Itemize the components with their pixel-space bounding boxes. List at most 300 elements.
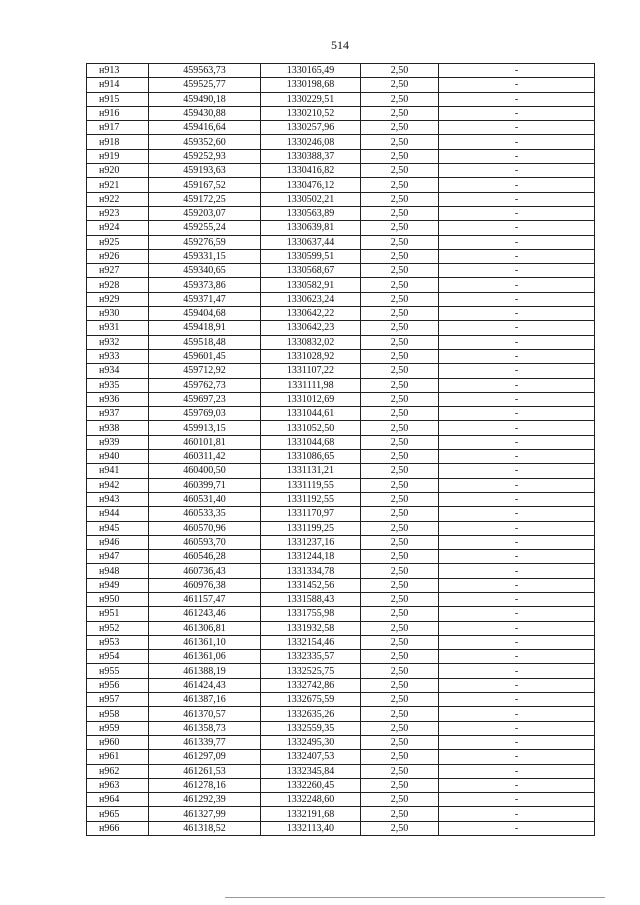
table-row — [87, 78, 595, 92]
note-cell: - — [439, 249, 595, 263]
x-coordinate-cell: 459340,65 — [149, 264, 261, 278]
note-cell: - — [439, 435, 595, 449]
table-row — [87, 592, 595, 606]
table-row — [87, 721, 595, 735]
y-coordinate-cell: 1330639,81 — [261, 221, 361, 235]
y-coordinate-cell: 1332260,45 — [261, 778, 361, 792]
x-coordinate-cell: 461261,53 — [149, 764, 261, 778]
table-row — [87, 535, 595, 549]
accuracy-cell: 2,50 — [361, 592, 439, 606]
note-cell: - — [439, 264, 595, 278]
x-coordinate-cell: 460531,40 — [149, 492, 261, 506]
y-coordinate-cell: 1332635,26 — [261, 707, 361, 721]
y-coordinate-cell: 1331588,43 — [261, 592, 361, 606]
x-coordinate-cell: 460593,70 — [149, 535, 261, 549]
x-coordinate-cell: 459371,47 — [149, 292, 261, 306]
point-id-cell: н921 — [87, 178, 149, 192]
point-id-cell: н937 — [87, 407, 149, 421]
accuracy-cell: 2,50 — [361, 778, 439, 792]
point-id-cell: н942 — [87, 478, 149, 492]
page-bottom-rule — [225, 897, 605, 898]
y-coordinate-cell: 1331237,16 — [261, 535, 361, 549]
x-coordinate-cell: 459430,88 — [149, 106, 261, 120]
y-coordinate-cell: 1332407,53 — [261, 750, 361, 764]
point-id-cell: н933 — [87, 349, 149, 363]
accuracy-cell: 2,50 — [361, 793, 439, 807]
x-coordinate-cell: 461358,73 — [149, 721, 261, 735]
point-id-cell: н925 — [87, 235, 149, 249]
accuracy-cell: 2,50 — [361, 707, 439, 721]
point-id-cell: н944 — [87, 507, 149, 521]
x-coordinate-cell: 459490,18 — [149, 92, 261, 106]
accuracy-cell: 2,50 — [361, 121, 439, 135]
y-coordinate-cell: 1331012,69 — [261, 392, 361, 406]
accuracy-cell: 2,50 — [361, 149, 439, 163]
accuracy-cell: 2,50 — [361, 278, 439, 292]
accuracy-cell: 2,50 — [361, 421, 439, 435]
point-id-cell: н956 — [87, 678, 149, 692]
point-id-cell: н949 — [87, 578, 149, 592]
note-cell: - — [439, 578, 595, 592]
y-coordinate-cell: 1332742,86 — [261, 678, 361, 692]
y-coordinate-cell: 1330388,37 — [261, 149, 361, 163]
y-coordinate-cell: 1332495,30 — [261, 735, 361, 749]
table-row — [87, 492, 595, 506]
point-id-cell: н953 — [87, 635, 149, 649]
page-number: 514 — [331, 38, 349, 52]
point-id-cell: н940 — [87, 450, 149, 464]
point-id-cell: н958 — [87, 707, 149, 721]
x-coordinate-cell: 459601,45 — [149, 349, 261, 363]
accuracy-cell: 2,50 — [361, 478, 439, 492]
note-cell: - — [439, 550, 595, 564]
table-body — [87, 64, 595, 836]
accuracy-cell: 2,50 — [361, 650, 439, 664]
y-coordinate-cell: 1330210,52 — [261, 106, 361, 120]
note-cell: - — [439, 421, 595, 435]
table-row — [87, 235, 595, 249]
point-id-cell: н918 — [87, 135, 149, 149]
accuracy-cell: 2,50 — [361, 721, 439, 735]
note-cell: - — [439, 206, 595, 220]
y-coordinate-cell: 1330198,68 — [261, 78, 361, 92]
table-row — [87, 421, 595, 435]
point-id-cell: н924 — [87, 221, 149, 235]
point-id-cell: н923 — [87, 206, 149, 220]
point-id-cell: н915 — [87, 92, 149, 106]
note-cell: - — [439, 235, 595, 249]
x-coordinate-cell: 460400,50 — [149, 464, 261, 478]
point-id-cell: н943 — [87, 492, 149, 506]
x-coordinate-cell: 459712,92 — [149, 364, 261, 378]
table-row — [87, 664, 595, 678]
y-coordinate-cell: 1330416,82 — [261, 164, 361, 178]
y-coordinate-cell: 1332345,84 — [261, 764, 361, 778]
note-cell: - — [439, 121, 595, 135]
y-coordinate-cell: 1330476,12 — [261, 178, 361, 192]
point-id-cell: н960 — [87, 735, 149, 749]
accuracy-cell: 2,50 — [361, 178, 439, 192]
x-coordinate-cell: 459203,07 — [149, 206, 261, 220]
note-cell: - — [439, 321, 595, 335]
y-coordinate-cell: 1330257,96 — [261, 121, 361, 135]
table-row — [87, 735, 595, 749]
table-row — [87, 278, 595, 292]
point-id-cell: н919 — [87, 149, 149, 163]
x-coordinate-cell: 460736,43 — [149, 564, 261, 578]
point-id-cell: н951 — [87, 607, 149, 621]
table-row — [87, 564, 595, 578]
note-cell: - — [439, 821, 595, 835]
y-coordinate-cell: 1331192,55 — [261, 492, 361, 506]
y-coordinate-cell: 1330642,22 — [261, 307, 361, 321]
note-cell: - — [439, 607, 595, 621]
point-id-cell: н920 — [87, 164, 149, 178]
y-coordinate-cell: 1330582,91 — [261, 278, 361, 292]
note-cell: - — [439, 478, 595, 492]
note-cell: - — [439, 135, 595, 149]
accuracy-cell: 2,50 — [361, 378, 439, 392]
note-cell: - — [439, 793, 595, 807]
note-cell: - — [439, 764, 595, 778]
point-id-cell: н962 — [87, 764, 149, 778]
x-coordinate-cell: 461278,16 — [149, 778, 261, 792]
accuracy-cell: 2,50 — [361, 164, 439, 178]
table-row — [87, 578, 595, 592]
y-coordinate-cell: 1332335,57 — [261, 650, 361, 664]
accuracy-cell: 2,50 — [361, 249, 439, 263]
table-row — [87, 478, 595, 492]
point-id-cell: н934 — [87, 364, 149, 378]
accuracy-cell: 2,50 — [361, 321, 439, 335]
point-id-cell: н931 — [87, 321, 149, 335]
x-coordinate-cell: 459913,15 — [149, 421, 261, 435]
x-coordinate-cell: 461306,81 — [149, 621, 261, 635]
x-coordinate-cell: 459563,73 — [149, 64, 261, 78]
y-coordinate-cell: 1331119,55 — [261, 478, 361, 492]
y-coordinate-cell: 1330229,51 — [261, 92, 361, 106]
x-coordinate-cell: 461318,52 — [149, 821, 261, 835]
table-row — [87, 364, 595, 378]
accuracy-cell: 2,50 — [361, 292, 439, 306]
point-id-cell: н941 — [87, 464, 149, 478]
note-cell: - — [439, 464, 595, 478]
y-coordinate-cell: 1332675,59 — [261, 693, 361, 707]
table-row — [87, 249, 595, 263]
y-coordinate-cell: 1330563,89 — [261, 206, 361, 220]
point-id-cell: н965 — [87, 807, 149, 821]
point-id-cell: н945 — [87, 521, 149, 535]
y-coordinate-cell: 1331755,98 — [261, 607, 361, 621]
accuracy-cell: 2,50 — [361, 407, 439, 421]
x-coordinate-cell: 460546,28 — [149, 550, 261, 564]
table-row — [87, 635, 595, 649]
y-coordinate-cell: 1331452,56 — [261, 578, 361, 592]
table-row — [87, 507, 595, 521]
table-row — [87, 149, 595, 163]
table-row — [87, 321, 595, 335]
note-cell: - — [439, 64, 595, 78]
y-coordinate-cell: 1330502,21 — [261, 192, 361, 206]
point-id-cell: н964 — [87, 793, 149, 807]
accuracy-cell: 2,50 — [361, 507, 439, 521]
table-row — [87, 378, 595, 392]
x-coordinate-cell: 459418,91 — [149, 321, 261, 335]
note-cell: - — [439, 721, 595, 735]
accuracy-cell: 2,50 — [361, 578, 439, 592]
note-cell: - — [439, 735, 595, 749]
y-coordinate-cell: 1330623,24 — [261, 292, 361, 306]
accuracy-cell: 2,50 — [361, 735, 439, 749]
note-cell: - — [439, 292, 595, 306]
x-coordinate-cell: 460101,81 — [149, 435, 261, 449]
x-coordinate-cell: 459697,23 — [149, 392, 261, 406]
note-cell: - — [439, 635, 595, 649]
point-id-cell: н917 — [87, 121, 149, 135]
y-coordinate-cell: 1331086,65 — [261, 450, 361, 464]
coordinates-table — [86, 63, 595, 836]
accuracy-cell: 2,50 — [361, 664, 439, 678]
note-cell: - — [439, 450, 595, 464]
x-coordinate-cell: 461361,10 — [149, 635, 261, 649]
note-cell: - — [439, 650, 595, 664]
point-id-cell: н950 — [87, 592, 149, 606]
x-coordinate-cell: 459404,68 — [149, 307, 261, 321]
note-cell: - — [439, 664, 595, 678]
accuracy-cell: 2,50 — [361, 807, 439, 821]
point-id-cell: н927 — [87, 264, 149, 278]
table-row — [87, 550, 595, 564]
table-row — [87, 221, 595, 235]
y-coordinate-cell: 1332113,40 — [261, 821, 361, 835]
table-row — [87, 206, 595, 220]
accuracy-cell: 2,50 — [361, 521, 439, 535]
table-row — [87, 392, 595, 406]
point-id-cell: н954 — [87, 650, 149, 664]
x-coordinate-cell: 459193,63 — [149, 164, 261, 178]
x-coordinate-cell: 459255,24 — [149, 221, 261, 235]
point-id-cell: н938 — [87, 421, 149, 435]
x-coordinate-cell: 460976,38 — [149, 578, 261, 592]
note-cell: - — [439, 693, 595, 707]
point-id-cell: н939 — [87, 435, 149, 449]
x-coordinate-cell: 461297,09 — [149, 750, 261, 764]
table-row — [87, 178, 595, 192]
x-coordinate-cell: 459167,52 — [149, 178, 261, 192]
table-row — [87, 678, 595, 692]
y-coordinate-cell: 1331028,92 — [261, 349, 361, 363]
y-coordinate-cell: 1330642,23 — [261, 321, 361, 335]
note-cell: - — [439, 592, 595, 606]
y-coordinate-cell: 1331244,18 — [261, 550, 361, 564]
table-row — [87, 650, 595, 664]
accuracy-cell: 2,50 — [361, 693, 439, 707]
x-coordinate-cell: 461424,43 — [149, 678, 261, 692]
note-cell: - — [439, 750, 595, 764]
y-coordinate-cell: 1331044,68 — [261, 435, 361, 449]
table-row — [87, 821, 595, 835]
point-id-cell: н961 — [87, 750, 149, 764]
y-coordinate-cell: 1331131,21 — [261, 464, 361, 478]
x-coordinate-cell: 459416,64 — [149, 121, 261, 135]
note-cell: - — [439, 535, 595, 549]
table-row — [87, 764, 595, 778]
y-coordinate-cell: 1332154,46 — [261, 635, 361, 649]
accuracy-cell: 2,50 — [361, 335, 439, 349]
table-row — [87, 92, 595, 106]
x-coordinate-cell: 459769,03 — [149, 407, 261, 421]
accuracy-cell: 2,50 — [361, 64, 439, 78]
point-id-cell: н947 — [87, 550, 149, 564]
table-row — [87, 807, 595, 821]
point-id-cell: н929 — [87, 292, 149, 306]
x-coordinate-cell: 460533,35 — [149, 507, 261, 521]
table-row — [87, 135, 595, 149]
x-coordinate-cell: 461370,57 — [149, 707, 261, 721]
table-row — [87, 435, 595, 449]
x-coordinate-cell: 459276,59 — [149, 235, 261, 249]
x-coordinate-cell: 461157,47 — [149, 592, 261, 606]
accuracy-cell: 2,50 — [361, 635, 439, 649]
accuracy-cell: 2,50 — [361, 535, 439, 549]
note-cell: - — [439, 807, 595, 821]
table-row — [87, 793, 595, 807]
x-coordinate-cell: 461339,77 — [149, 735, 261, 749]
note-cell: - — [439, 521, 595, 535]
note-cell: - — [439, 492, 595, 506]
table-row — [87, 264, 595, 278]
x-coordinate-cell: 459518,48 — [149, 335, 261, 349]
y-coordinate-cell: 1330568,67 — [261, 264, 361, 278]
point-id-cell: н928 — [87, 278, 149, 292]
point-id-cell: н952 — [87, 621, 149, 635]
x-coordinate-cell: 460570,96 — [149, 521, 261, 535]
x-coordinate-cell: 461327,99 — [149, 807, 261, 821]
x-coordinate-cell: 459525,77 — [149, 78, 261, 92]
point-id-cell: н959 — [87, 721, 149, 735]
accuracy-cell: 2,50 — [361, 492, 439, 506]
x-coordinate-cell: 461243,46 — [149, 607, 261, 621]
table-row — [87, 307, 595, 321]
y-coordinate-cell: 1331044,61 — [261, 407, 361, 421]
point-id-cell: н966 — [87, 821, 149, 835]
note-cell: - — [439, 707, 595, 721]
table-row — [87, 464, 595, 478]
x-coordinate-cell: 459373,86 — [149, 278, 261, 292]
accuracy-cell: 2,50 — [361, 450, 439, 464]
note-cell: - — [439, 378, 595, 392]
accuracy-cell: 2,50 — [361, 435, 439, 449]
note-cell: - — [439, 78, 595, 92]
note-cell: - — [439, 507, 595, 521]
table-row — [87, 292, 595, 306]
table-row — [87, 750, 595, 764]
note-cell: - — [439, 335, 595, 349]
accuracy-cell: 2,50 — [361, 464, 439, 478]
accuracy-cell: 2,50 — [361, 764, 439, 778]
y-coordinate-cell: 1330832,02 — [261, 335, 361, 349]
note-cell: - — [439, 192, 595, 206]
y-coordinate-cell: 1331052,50 — [261, 421, 361, 435]
x-coordinate-cell: 459252,93 — [149, 149, 261, 163]
y-coordinate-cell: 1331111,98 — [261, 378, 361, 392]
table-row — [87, 349, 595, 363]
accuracy-cell: 2,50 — [361, 221, 439, 235]
note-cell: - — [439, 364, 595, 378]
x-coordinate-cell: 461388,19 — [149, 664, 261, 678]
y-coordinate-cell: 1332525,75 — [261, 664, 361, 678]
note-cell: - — [439, 278, 595, 292]
table-row — [87, 778, 595, 792]
table-row — [87, 192, 595, 206]
y-coordinate-cell: 1332248,60 — [261, 793, 361, 807]
note-cell: - — [439, 678, 595, 692]
y-coordinate-cell: 1330599,51 — [261, 249, 361, 263]
x-coordinate-cell: 459352,60 — [149, 135, 261, 149]
point-id-cell: н946 — [87, 535, 149, 549]
accuracy-cell: 2,50 — [361, 264, 439, 278]
x-coordinate-cell: 460399,71 — [149, 478, 261, 492]
x-coordinate-cell: 459172,25 — [149, 192, 261, 206]
accuracy-cell: 2,50 — [361, 206, 439, 220]
note-cell: - — [439, 778, 595, 792]
table-row — [87, 707, 595, 721]
y-coordinate-cell: 1331334,78 — [261, 564, 361, 578]
note-cell: - — [439, 164, 595, 178]
accuracy-cell: 2,50 — [361, 307, 439, 321]
x-coordinate-cell: 459331,15 — [149, 249, 261, 263]
note-cell: - — [439, 621, 595, 635]
accuracy-cell: 2,50 — [361, 78, 439, 92]
y-coordinate-cell: 1331199,25 — [261, 521, 361, 535]
note-cell: - — [439, 564, 595, 578]
note-cell: - — [439, 106, 595, 120]
accuracy-cell: 2,50 — [361, 349, 439, 363]
table-row — [87, 164, 595, 178]
accuracy-cell: 2,50 — [361, 550, 439, 564]
note-cell: - — [439, 92, 595, 106]
point-id-cell: н914 — [87, 78, 149, 92]
accuracy-cell: 2,50 — [361, 621, 439, 635]
point-id-cell: н955 — [87, 664, 149, 678]
point-id-cell: н926 — [87, 249, 149, 263]
point-id-cell: н930 — [87, 307, 149, 321]
y-coordinate-cell: 1330637,44 — [261, 235, 361, 249]
accuracy-cell: 2,50 — [361, 364, 439, 378]
table-row — [87, 693, 595, 707]
table-row — [87, 607, 595, 621]
accuracy-cell: 2,50 — [361, 192, 439, 206]
y-coordinate-cell: 1331170,97 — [261, 507, 361, 521]
y-coordinate-cell: 1331107,22 — [261, 364, 361, 378]
y-coordinate-cell: 1332191,68 — [261, 807, 361, 821]
accuracy-cell: 2,50 — [361, 92, 439, 106]
note-cell: - — [439, 392, 595, 406]
table-row — [87, 106, 595, 120]
accuracy-cell: 2,50 — [361, 235, 439, 249]
x-coordinate-cell: 461387,16 — [149, 693, 261, 707]
y-coordinate-cell: 1332559,35 — [261, 721, 361, 735]
x-coordinate-cell: 459762,73 — [149, 378, 261, 392]
point-id-cell: н916 — [87, 106, 149, 120]
y-coordinate-cell: 1330246,08 — [261, 135, 361, 149]
accuracy-cell: 2,50 — [361, 135, 439, 149]
point-id-cell: н922 — [87, 192, 149, 206]
table-row — [87, 450, 595, 464]
accuracy-cell: 2,50 — [361, 750, 439, 764]
accuracy-cell: 2,50 — [361, 821, 439, 835]
x-coordinate-cell: 461292,39 — [149, 793, 261, 807]
